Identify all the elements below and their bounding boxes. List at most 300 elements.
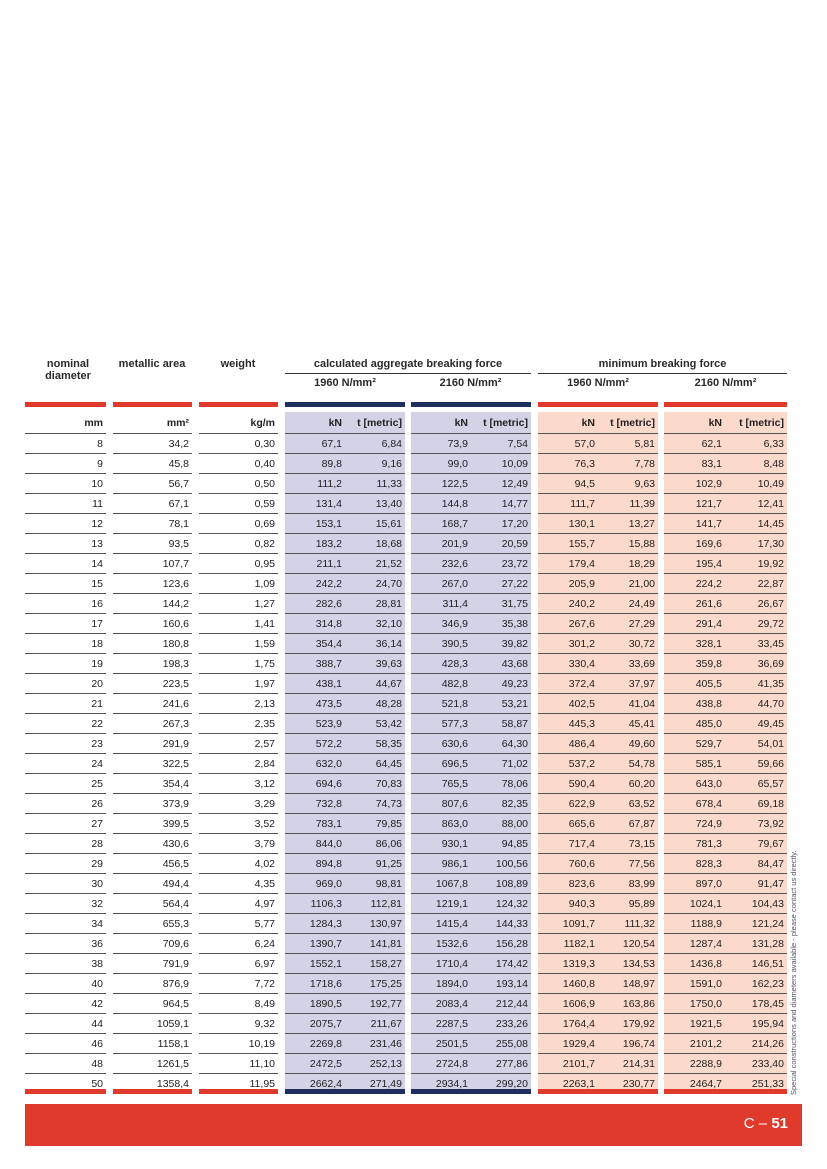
cell-calc-2160-t: 233,26 [471, 1014, 531, 1034]
cell-min-1960-kn: 76,3 [538, 454, 598, 474]
table-row [25, 654, 787, 674]
cell-min-1960-t: 196,74 [598, 1034, 658, 1054]
cell-min-2160-kn: 224,2 [664, 574, 725, 594]
cell-calc-1960-t: 231,46 [345, 1034, 405, 1054]
cell-calc-1960-kn: 153,1 [285, 514, 345, 534]
column-gap [531, 514, 538, 534]
column-gap [192, 874, 199, 894]
cell-min-1960-kn: 240,2 [538, 594, 598, 614]
column-gap [278, 734, 285, 754]
cell-calc-1960-t: 158,27 [345, 954, 405, 974]
column-gap [531, 594, 538, 614]
cell-min-1960-kn: 205,9 [538, 574, 598, 594]
cell-calc-2160-t: 49,23 [471, 674, 531, 694]
column-gap [106, 494, 113, 514]
cell-calc-2160-t: 14,77 [471, 494, 531, 514]
cell-weight: 7,72 [199, 974, 278, 994]
cell-min-2160-t: 49,45 [725, 714, 787, 734]
table-row [25, 494, 787, 514]
cell-calc-2160-kn: 2724,8 [411, 1054, 471, 1074]
bar-min-2160-bottom [664, 1089, 787, 1094]
cell-diameter: 27 [25, 814, 106, 834]
cell-metallic-area: 1059,1 [113, 1014, 192, 1034]
cell-min-2160-t: 84,47 [725, 854, 787, 874]
header-weight: weight [220, 358, 256, 370]
cell-min-2160-t: 104,43 [725, 894, 787, 914]
cell-min-2160-kn: 828,3 [664, 854, 725, 874]
column-gap [531, 674, 538, 694]
cell-min-2160-t: 79,67 [725, 834, 787, 854]
cell-min-1960-t: 21,00 [598, 574, 658, 594]
cell-calc-1960-kn: 523,9 [285, 714, 345, 734]
table-row [25, 674, 787, 694]
cell-weight: 4,35 [199, 874, 278, 894]
cell-min-1960-kn: 590,4 [538, 774, 598, 794]
column-gap [278, 594, 285, 614]
cell-metallic-area: 655,3 [113, 914, 192, 934]
cell-calc-2160-t: 193,14 [471, 974, 531, 994]
header-calc-2160: 2160 N/mm² [439, 377, 502, 389]
bar-min-1960-top [538, 402, 658, 407]
cell-min-2160-t: 65,57 [725, 774, 787, 794]
cell-calc-2160-kn: 1219,1 [411, 894, 471, 914]
cell-min-2160-kn: 1436,8 [664, 954, 725, 974]
cell-min-1960-t: 63,52 [598, 794, 658, 814]
cell-min-2160-kn: 1287,4 [664, 934, 725, 954]
cell-calc-1960-kn: 111,2 [285, 474, 345, 494]
cell-diameter: 15 [25, 574, 106, 594]
cell-min-2160-t: 146,51 [725, 954, 787, 974]
column-gap [106, 1014, 113, 1034]
cell-calc-2160-kn: 2083,4 [411, 994, 471, 1014]
column-gap [278, 412, 285, 434]
cell-weight: 6,24 [199, 934, 278, 954]
cell-metallic-area: 1261,5 [113, 1054, 192, 1074]
header-rule-calculated [285, 373, 531, 374]
unit-calc-1960-t: t [metric] [345, 412, 405, 434]
cell-min-1960-t: 148,97 [598, 974, 658, 994]
cell-min-2160-t: 29,72 [725, 614, 787, 634]
cell-weight: 0,40 [199, 454, 278, 474]
column-gap [278, 714, 285, 734]
column-gap [531, 834, 538, 854]
column-gap [192, 914, 199, 934]
cell-metallic-area: 67,1 [113, 494, 192, 514]
cell-min-1960-t: 77,56 [598, 854, 658, 874]
cell-min-1960-t: 13,27 [598, 514, 658, 534]
table-row [25, 574, 787, 594]
cell-metallic-area: 56,7 [113, 474, 192, 494]
cell-diameter: 13 [25, 534, 106, 554]
column-gap [278, 694, 285, 714]
cell-min-1960-kn: 1460,8 [538, 974, 598, 994]
column-gap [192, 814, 199, 834]
footer-band [25, 1104, 802, 1146]
cell-min-2160-kn: 678,4 [664, 794, 725, 814]
cell-weight: 11,95 [199, 1074, 278, 1094]
cell-calc-2160-kn: 1532,6 [411, 934, 471, 954]
column-gap [278, 994, 285, 1014]
cell-min-2160-kn: 2101,2 [664, 1034, 725, 1054]
column-gap [278, 634, 285, 654]
cell-weight: 2,35 [199, 714, 278, 734]
cell-calc-2160-kn: 765,5 [411, 774, 471, 794]
cell-diameter: 32 [25, 894, 106, 914]
cell-diameter: 30 [25, 874, 106, 894]
cell-calc-1960-kn: 211,1 [285, 554, 345, 574]
column-gap [278, 434, 285, 454]
cell-calc-1960-kn: 67,1 [285, 434, 345, 454]
cell-diameter: 20 [25, 674, 106, 694]
cell-min-2160-t: 36,69 [725, 654, 787, 674]
column-gap [278, 554, 285, 574]
table-row [25, 934, 787, 954]
cell-calc-2160-t: 27,22 [471, 574, 531, 594]
cell-weight: 2,57 [199, 734, 278, 754]
column-gap [531, 614, 538, 634]
column-gap [531, 434, 538, 454]
cell-min-1960-t: 7,78 [598, 454, 658, 474]
cell-diameter: 22 [25, 714, 106, 734]
column-gap [531, 1054, 538, 1074]
unit-min-1960-kn: kN [538, 412, 598, 434]
cell-min-2160-kn: 359,8 [664, 654, 725, 674]
cell-calc-2160-kn: 863,0 [411, 814, 471, 834]
cell-weight: 3,12 [199, 774, 278, 794]
cell-metallic-area: 267,3 [113, 714, 192, 734]
cell-min-2160-t: 6,33 [725, 434, 787, 454]
cell-diameter: 19 [25, 654, 106, 674]
cell-min-1960-t: 95,89 [598, 894, 658, 914]
cell-min-2160-kn: 83,1 [664, 454, 725, 474]
table-row [25, 874, 787, 894]
column-gap [192, 734, 199, 754]
cell-metallic-area: 876,9 [113, 974, 192, 994]
cell-calc-1960-t: 13,40 [345, 494, 405, 514]
table-row [25, 854, 787, 874]
cell-diameter: 23 [25, 734, 106, 754]
column-gap [106, 412, 113, 434]
cell-metallic-area: 223,5 [113, 674, 192, 694]
column-gap [106, 834, 113, 854]
column-gap [192, 894, 199, 914]
cell-calc-2160-t: 78,06 [471, 774, 531, 794]
bar-area-top [113, 402, 192, 407]
cell-calc-2160-t: 23,72 [471, 554, 531, 574]
column-gap [106, 934, 113, 954]
cell-calc-1960-kn: 89,8 [285, 454, 345, 474]
cell-calc-1960-kn: 1718,6 [285, 974, 345, 994]
cell-weight: 10,19 [199, 1034, 278, 1054]
column-gap [531, 974, 538, 994]
breaking-force-table [25, 412, 787, 1094]
column-gap [531, 634, 538, 654]
column-gap [531, 734, 538, 754]
cell-calc-2160-kn: 390,5 [411, 634, 471, 654]
cell-min-2160-kn: 1591,0 [664, 974, 725, 994]
column-gap [106, 574, 113, 594]
cell-min-2160-t: 19,92 [725, 554, 787, 574]
bar-calc-2160-bottom [411, 1089, 531, 1094]
column-gap [278, 974, 285, 994]
cell-weight: 3,79 [199, 834, 278, 854]
cell-calc-2160-kn: 99,0 [411, 454, 471, 474]
cell-metallic-area: 107,7 [113, 554, 192, 574]
cell-min-2160-t: 131,28 [725, 934, 787, 954]
cell-calc-2160-kn: 73,9 [411, 434, 471, 454]
cell-calc-1960-kn: 314,8 [285, 614, 345, 634]
column-gap [192, 534, 199, 554]
table-row [25, 1034, 787, 1054]
cell-calc-1960-t: 192,77 [345, 994, 405, 1014]
table-row [25, 994, 787, 1014]
cell-calc-1960-kn: 131,4 [285, 494, 345, 514]
side-note: Special constructions and diameters available - please contact us directly. [789, 850, 798, 1095]
units-row [25, 412, 787, 434]
cell-calc-1960-kn: 783,1 [285, 814, 345, 834]
unit-min-2160-t: t [metric] [725, 412, 787, 434]
cell-diameter: 24 [25, 754, 106, 774]
cell-calc-1960-kn: 388,7 [285, 654, 345, 674]
cell-diameter: 11 [25, 494, 106, 514]
cell-min-2160-t: 233,40 [725, 1054, 787, 1074]
cell-metallic-area: 430,6 [113, 834, 192, 854]
page-number-value: 51 [771, 1115, 788, 1132]
table-row [25, 774, 787, 794]
column-gap [106, 634, 113, 654]
cell-min-1960-kn: 445,3 [538, 714, 598, 734]
cell-calc-2160-kn: 311,4 [411, 594, 471, 614]
cell-calc-1960-kn: 2269,8 [285, 1034, 345, 1054]
cell-metallic-area: 144,2 [113, 594, 192, 614]
cell-calc-1960-t: 79,85 [345, 814, 405, 834]
cell-calc-1960-t: 175,25 [345, 974, 405, 994]
cell-min-1960-t: 11,39 [598, 494, 658, 514]
cell-calc-1960-t: 271,49 [345, 1074, 405, 1094]
table-row [25, 894, 787, 914]
bar-min-2160-top [664, 402, 787, 407]
cell-calc-1960-kn: 572,2 [285, 734, 345, 754]
column-gap [106, 614, 113, 634]
cell-min-1960-kn: 1182,1 [538, 934, 598, 954]
cell-diameter: 38 [25, 954, 106, 974]
cell-min-1960-t: 45,41 [598, 714, 658, 734]
cell-calc-2160-kn: 201,9 [411, 534, 471, 554]
cell-min-2160-t: 54,01 [725, 734, 787, 754]
cell-min-1960-t: 9,63 [598, 474, 658, 494]
column-gap [192, 1034, 199, 1054]
header-nominal-diameter [30, 358, 106, 382]
cell-min-1960-kn: 665,6 [538, 814, 598, 834]
cell-calc-2160-kn: 122,5 [411, 474, 471, 494]
cell-metallic-area: 964,5 [113, 994, 192, 1014]
column-gap [531, 1014, 538, 1034]
cell-calc-2160-t: 53,21 [471, 694, 531, 714]
cell-metallic-area: 494,4 [113, 874, 192, 894]
cell-weight: 9,32 [199, 1014, 278, 1034]
column-gap [531, 794, 538, 814]
cell-calc-1960-t: 211,67 [345, 1014, 405, 1034]
cell-metallic-area: 709,6 [113, 934, 192, 954]
table-row [25, 754, 787, 774]
cell-diameter: 25 [25, 774, 106, 794]
cell-min-1960-kn: 179,4 [538, 554, 598, 574]
column-gap [278, 474, 285, 494]
cell-weight: 1,59 [199, 634, 278, 654]
table-row [25, 434, 787, 454]
cell-min-1960-t: 49,60 [598, 734, 658, 754]
cell-calc-2160-t: 174,42 [471, 954, 531, 974]
cell-min-2160-t: 44,70 [725, 694, 787, 714]
cell-calc-2160-t: 94,85 [471, 834, 531, 854]
cell-min-2160-t: 33,45 [725, 634, 787, 654]
cell-calc-1960-t: 36,14 [345, 634, 405, 654]
cell-calc-1960-kn: 2472,5 [285, 1054, 345, 1074]
cell-min-1960-t: 30,72 [598, 634, 658, 654]
cell-min-1960-t: 111,32 [598, 914, 658, 934]
cell-min-1960-t: 230,77 [598, 1074, 658, 1094]
column-gap [106, 594, 113, 614]
table-row [25, 814, 787, 834]
table-row [25, 694, 787, 714]
cell-calc-1960-t: 91,25 [345, 854, 405, 874]
bar-diameter-bottom [25, 1089, 106, 1094]
cell-min-2160-t: 22,87 [725, 574, 787, 594]
cell-min-2160-t: 59,66 [725, 754, 787, 774]
column-gap [106, 794, 113, 814]
cell-metallic-area: 34,2 [113, 434, 192, 454]
cell-min-1960-t: 27,29 [598, 614, 658, 634]
cell-min-1960-kn: 1764,4 [538, 1014, 598, 1034]
column-gap [192, 412, 199, 434]
column-gap [192, 834, 199, 854]
column-gap [531, 412, 538, 434]
column-gap [106, 1054, 113, 1074]
column-gap [531, 774, 538, 794]
cell-calc-1960-kn: 438,1 [285, 674, 345, 694]
cell-calc-2160-t: 7,54 [471, 434, 531, 454]
cell-min-1960-t: 54,78 [598, 754, 658, 774]
bar-area-bottom [113, 1089, 192, 1094]
cell-calc-2160-t: 10,09 [471, 454, 531, 474]
unit-min-2160-kn: kN [664, 412, 725, 434]
column-gap [278, 754, 285, 774]
column-gap [531, 894, 538, 914]
cell-min-1960-kn: 1606,9 [538, 994, 598, 1014]
cell-calc-1960-t: 44,67 [345, 674, 405, 694]
cell-weight: 6,97 [199, 954, 278, 974]
table-row [25, 454, 787, 474]
bar-calc-1960-bottom [285, 1089, 405, 1094]
cell-calc-2160-t: 299,20 [471, 1074, 531, 1094]
cell-calc-1960-t: 86,06 [345, 834, 405, 854]
table-row [25, 474, 787, 494]
column-gap [278, 814, 285, 834]
cell-diameter: 21 [25, 694, 106, 714]
cell-calc-1960-t: 252,13 [345, 1054, 405, 1074]
cell-weight: 11,10 [199, 1054, 278, 1074]
column-gap [192, 574, 199, 594]
cell-diameter: 48 [25, 1054, 106, 1074]
cell-min-2160-t: 121,24 [725, 914, 787, 934]
cell-min-2160-kn: 261,6 [664, 594, 725, 614]
cell-calc-1960-t: 130,97 [345, 914, 405, 934]
cell-min-2160-t: 10,49 [725, 474, 787, 494]
cell-calc-2160-t: 100,56 [471, 854, 531, 874]
cell-calc-1960-t: 9,16 [345, 454, 405, 474]
cell-weight: 1,27 [199, 594, 278, 614]
cell-calc-1960-t: 18,68 [345, 534, 405, 554]
cell-min-2160-t: 178,45 [725, 994, 787, 1014]
cell-min-2160-t: 195,94 [725, 1014, 787, 1034]
column-gap [278, 774, 285, 794]
cell-min-2160-t: 251,33 [725, 1074, 787, 1094]
column-gap [192, 714, 199, 734]
cell-calc-2160-t: 58,87 [471, 714, 531, 734]
cell-diameter: 29 [25, 854, 106, 874]
cell-calc-2160-kn: 2934,1 [411, 1074, 471, 1094]
cell-min-2160-t: 69,18 [725, 794, 787, 814]
column-gap [106, 974, 113, 994]
cell-diameter: 10 [25, 474, 106, 494]
cell-min-1960-t: 41,04 [598, 694, 658, 714]
cell-min-2160-kn: 405,5 [664, 674, 725, 694]
column-gap [192, 634, 199, 654]
cell-calc-1960-t: 64,45 [345, 754, 405, 774]
cell-diameter: 9 [25, 454, 106, 474]
cell-diameter: 50 [25, 1074, 106, 1094]
cell-min-2160-kn: 195,4 [664, 554, 725, 574]
unit-calc-1960-kn: kN [285, 412, 345, 434]
column-gap [531, 574, 538, 594]
column-gap [278, 534, 285, 554]
cell-calc-1960-t: 15,61 [345, 514, 405, 534]
column-gap [106, 854, 113, 874]
cell-weight: 1,97 [199, 674, 278, 694]
unit-diameter: mm [25, 412, 106, 434]
cell-calc-2160-t: 31,75 [471, 594, 531, 614]
cell-calc-1960-kn: 894,8 [285, 854, 345, 874]
page-number [744, 1115, 788, 1132]
cell-min-2160-kn: 643,0 [664, 774, 725, 794]
cell-min-1960-kn: 372,4 [538, 674, 598, 694]
cell-calc-1960-t: 70,83 [345, 774, 405, 794]
column-gap [531, 654, 538, 674]
bar-diameter-top [25, 402, 106, 407]
header-calc-1960: 1960 N/mm² [314, 377, 376, 389]
column-gap [531, 954, 538, 974]
cell-min-1960-t: 24,49 [598, 594, 658, 614]
cell-calc-2160-kn: 807,6 [411, 794, 471, 814]
cell-min-1960-t: 37,97 [598, 674, 658, 694]
cell-weight: 5,77 [199, 914, 278, 934]
column-gap [531, 454, 538, 474]
cell-calc-2160-t: 71,02 [471, 754, 531, 774]
table-row [25, 1054, 787, 1074]
table-row [25, 634, 787, 654]
cell-diameter: 36 [25, 934, 106, 954]
header-nominal-line1: nominal [46, 358, 90, 370]
cell-min-2160-t: 17,30 [725, 534, 787, 554]
column-gap [278, 654, 285, 674]
cell-min-1960-kn: 940,3 [538, 894, 598, 914]
page-prefix: C – [743, 1115, 772, 1132]
column-gap [531, 714, 538, 734]
cell-min-2160-kn: 121,7 [664, 494, 725, 514]
cell-weight: 4,97 [199, 894, 278, 914]
cell-calc-2160-kn: 346,9 [411, 614, 471, 634]
cell-calc-2160-t: 156,28 [471, 934, 531, 954]
